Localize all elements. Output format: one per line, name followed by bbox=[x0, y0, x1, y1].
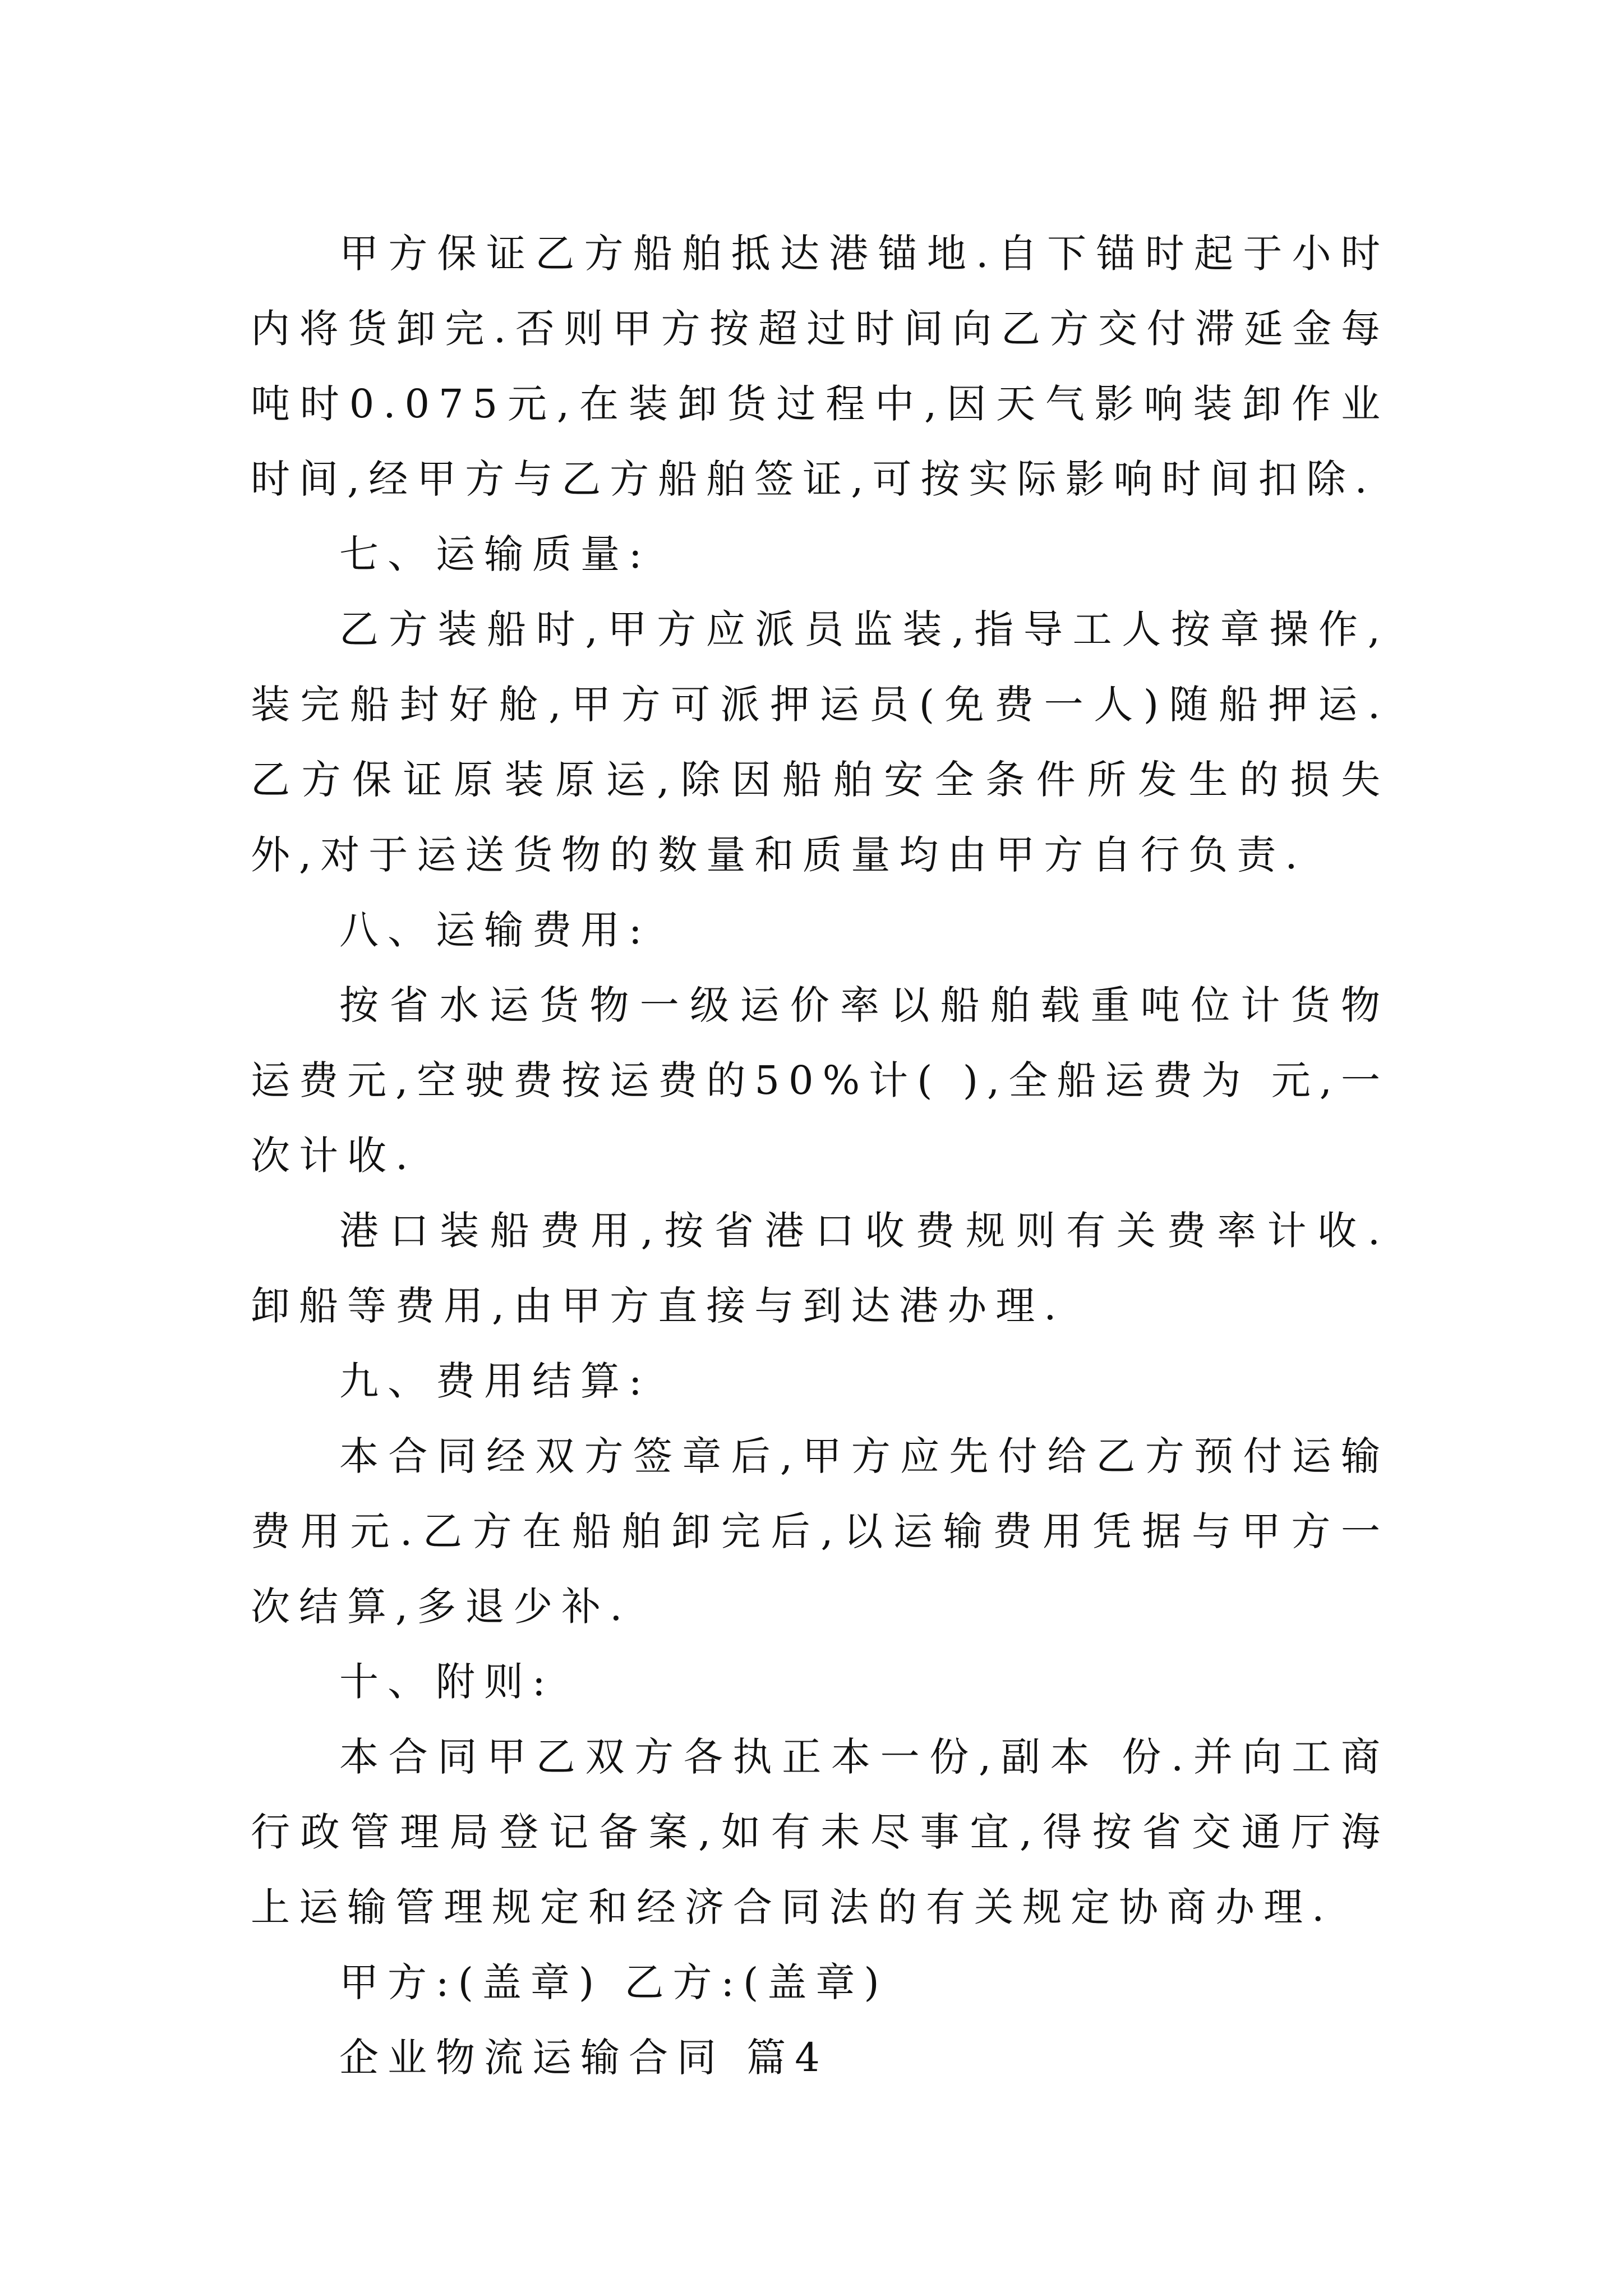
paragraph-transport-quality: 乙方装船时,甲方应派员监装,指导工人按章操作,装完船封好舱,甲方可派押运员(免费一人)随船押运.乙方保证原装原运,除因船舶安全条件所发生的损失外,对于运送货物的数量和质量均由甲方自行负责. bbox=[251, 606, 1389, 878]
paragraph-supplementary: 本合同甲乙双方各执正本一份,副本 份.并向工商行政管理局登记备案,如有未尽事宜,得按省交通厅海上运输管理规定和经济合同法的有关规定协商办理. bbox=[251, 1734, 1389, 1930]
next-contract-title: 企业物流运输合同 篇4 bbox=[339, 2035, 829, 2081]
paragraph-port-fees: 港口装船费用,按省港口收费规则有关费率计收.卸船等费用,由甲方直接与到达港办理. bbox=[251, 1208, 1389, 1329]
paragraph-freight-rate: 按省水运货物一级运价率以船舶载重吨位计货物运费元,空驶费按运费的50%计( ),全船运费为 元,一次计收. bbox=[251, 982, 1389, 1179]
section-heading-transport-fees: 八、运输费用: bbox=[339, 907, 651, 953]
section-heading-supplementary: 十、附则: bbox=[339, 1659, 555, 1705]
paragraph-demurrage-terms: 甲方保证乙方船舶抵达港锚地.自下锚时起于小时内将货卸完.否则甲方按超过时间向乙方交付滞延金每吨时0.075元,在装卸货过程中,因天气影响装卸作业时间,经甲方与乙方船舶签证,可按实际影响时间扣除. bbox=[251, 231, 1389, 502]
document-body bbox=[251, 216, 1389, 2095]
section-heading-transport-quality: 七、运输质量: bbox=[339, 531, 651, 577]
section-heading-fee-settlement: 九、费用结算: bbox=[339, 1358, 651, 1404]
paragraph-fee-settlement: 本合同经双方签章后,甲方应先付给乙方预付运输费用元.乙方在船舶卸完后,以运输费用凭据与甲方一次结算,多退少补. bbox=[251, 1433, 1389, 1630]
signature-line: 甲方:(盖章) 乙方:(盖章) bbox=[339, 1959, 888, 2005]
